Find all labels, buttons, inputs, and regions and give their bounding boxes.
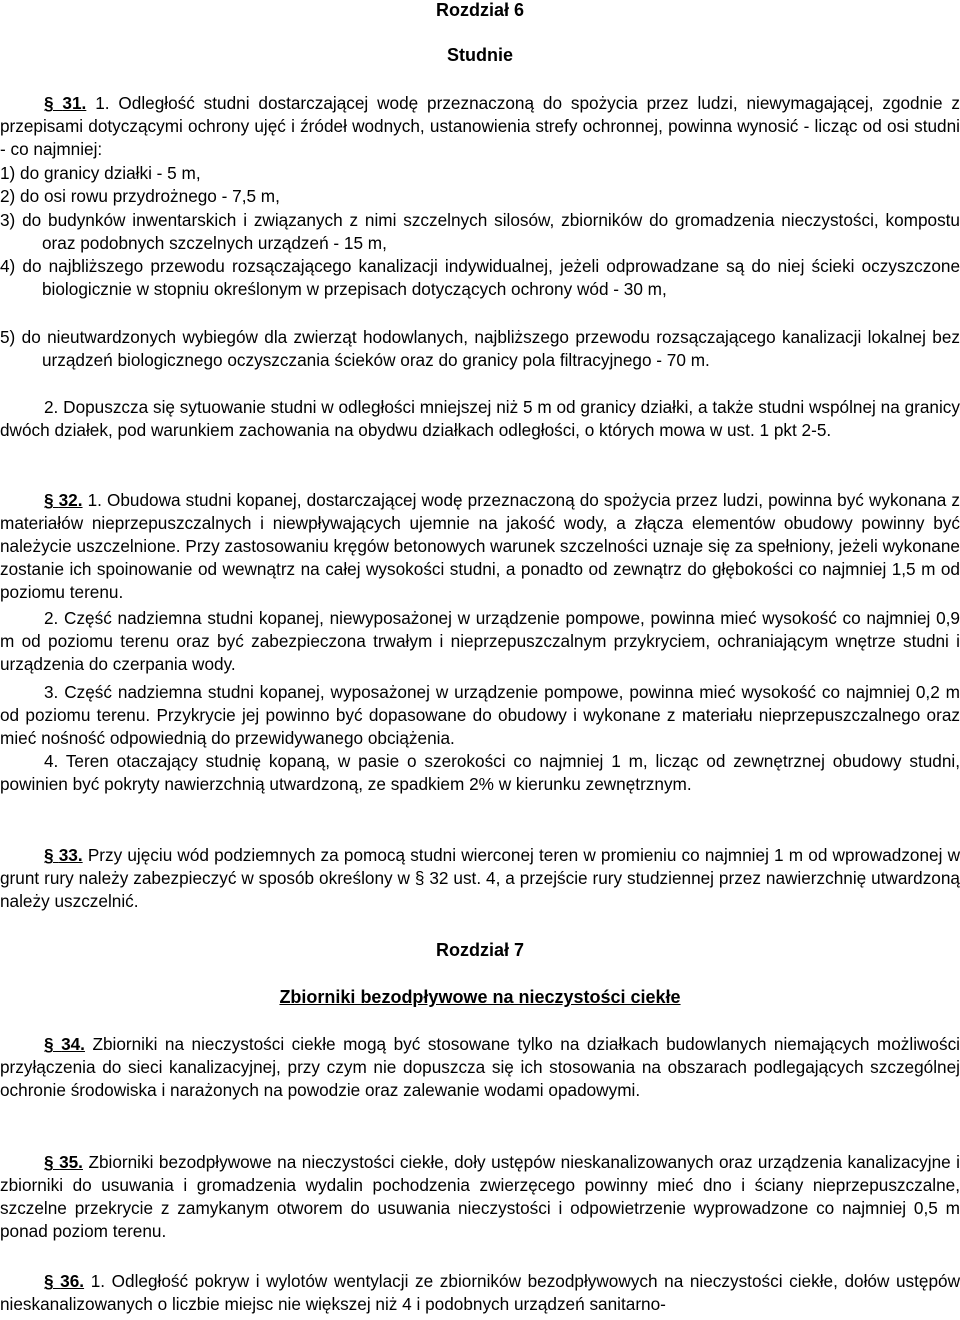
section-32-paragraph-1: § 32. 1. Obudowa studni kopanej, dostarczającej wodę przeznaczoną do spożycia przez ludzi, powinna być wykonana z materiałów nieprzepuszczalnych i niewpływających ujemnie na jakość wody, a złącza elementów obudowy powinny być należycie uszczelnione. Przy zastosowaniu kręgów betonowych warunek szczelności uznaje się za spełniony, jeżeli wykonane zostanie ich spoinowanie od wewnątrz na całej wysokości studni, a ponadto od zewnątrz do głębokości co najmniej 1,5 m od poziomu terenu. <box>0 490 960 603</box>
section-35-paragraph: § 35. Zbiorniki bezodpływowe na nieczystości ciekłe, doły ustępów nieskanalizowanych oraz urządzenia kanalizacyjne i zbiorniki do usuwania i gromadzenia wydalin pochodzenia zwierzęcego powinny mieć dno i ściany nieprzepuszczalne, szczelne przekrycie z zamykanym otworem do usuwania nieczystości i odpowietrzenie wyprowadzone co najmniej 0,5 m ponad poziom terenu. <box>0 1152 960 1242</box>
section-31-item-2: 2) do osi rowu przydrożnego - 7,5 m, <box>0 186 280 206</box>
chapter-7-subtitle: Zbiorniki bezodpływowe na nieczystości ciekłe <box>279 987 681 1007</box>
section-32-number: § 32. <box>44 490 83 510</box>
section-32-paragraph-4: 4. Teren otaczający studnię kopaną, w pasie o szerokości co najmniej 1 m, licząc od zewnętrznej obudowy studni, powinien być pokryty nawierzchnią utwardzoną, ze spadkiem 2% w kierunku zewnętrznym. <box>0 751 960 795</box>
section-31-paragraph-2: 2. Dopuszcza się sytuowanie studni w odległości mniejszej niż 5 m od granicy działki, a także studni wspólnej na granicy dwóch działek, pod warunkiem zachowania na obydwu działkach odległości, o których mowa w ust. 1 pkt 2-5. <box>0 397 960 441</box>
section-33-paragraph: § 33. Przy ujęciu wód podziemnych za pomocą studni wierconej teren w promieniu co najmniej 1 m od wprowadzonej w grunt rury należy zabezpieczyć w sposób określony w § 32 ust. 4, a przejście rury studziennej przez nawierzchnię utwardzoną należy uszczelnić. <box>0 845 960 912</box>
section-31-item-1: 1) do granicy działki - 5 m, <box>0 163 201 183</box>
section-31-item-4: 4) do najbliższego przewodu rozsączającego kanalizacji indywidualnej, jeżeli odprowadzane są do niej ścieki oczyszczone biologicznie w stopniu określonym w przepisach dotyczących ochrony wód - 30 m, <box>0 256 960 300</box>
section-33-number: § 33. <box>44 845 83 865</box>
section-31-p1-number: 1. <box>95 93 110 113</box>
chapter-6-title: Rozdział 6 <box>435 0 524 20</box>
section-36-paragraph: § 36. 1. Odległość pokryw i wylotów wentylacji ze zbiorników bezodpływowych na nieczystości ciekłe, dołów ustępów nieskanalizowanych o liczbie miejsc nie większej niż 4 i podobnych urządzeń sanitarno- <box>0 1271 960 1315</box>
section-31-item-5: 5) do nieutwardzonych wybiegów dla zwierząt hodowlanych, najbliższego przewodu rozsączającego kanalizacji lokalnej bez urządzeń biologicznego oczyszczania ścieków oraz do granicy pola filtracyjnego - 70 m. <box>0 327 960 371</box>
section-35-number: § 35. <box>44 1152 83 1172</box>
section-32-paragraph-2: 2. Część nadziemna studni kopanej, niewyposażonej w urządzenie pompowe, powinna mieć wysokość co najmniej 0,9 m od poziomu terenu oraz być zabezpieczona trwałym i nieprzepuszczalnym przykryciem, ochraniającym wnętrze studni i urządzenia do czerpania wody. <box>0 608 960 675</box>
section-31-number: § 31. <box>44 93 87 113</box>
section-31-p1-text: Odległość studni dostarczającej wodę przeznaczoną do spożycia przez ludzi, niewymagającej, zgodnie z przepisami dotyczącymi ochrony ujęć i źródeł wodnych, ustanowienia strefy ochronnej, powinna wynosić - licząc od osi studni - co najmniej: <box>0 93 960 160</box>
section-34-number: § 34. <box>44 1034 85 1054</box>
section-34-paragraph: § 34. Zbiorniki na nieczystości ciekłe mogą być stosowane tylko na działkach budowlanych niemających możliwości przyłączenia do sieci kanalizacyjnej, przy czym nie dopuszcza się ich stosowania na obszarach podlegających szczególnej ochronie środowiska i narażonych na powodzie oraz zalewanie wodami opadowymi. <box>0 1034 960 1101</box>
section-31-paragraph-1 <box>0 92 960 161</box>
section-36-number: § 36. <box>44 1271 85 1291</box>
section-31-item-3: 3) do budynków inwentarskich i związanych z nimi szczelnych silosów, zbiorników do gromadzenia nieczystości, kompostu oraz podobnych szczelnych urządzeń - 15 m, <box>0 210 960 254</box>
chapter-6-subtitle: Studnie <box>447 45 513 65</box>
section-32-paragraph-3: 3. Część nadziemna studni kopanej, wyposażonej w urządzenie pompowe, powinna mieć wysokość co najmniej 0,2 m od poziomu terenu. Przykrycie jej powinno być dopasowane do obudowy i wykonane z materiału nieprzepuszczalnego oraz mieć nośność odpowiednią do przewidywanego obciążenia. <box>0 682 960 749</box>
chapter-7-title: Rozdział 7 <box>435 940 524 960</box>
